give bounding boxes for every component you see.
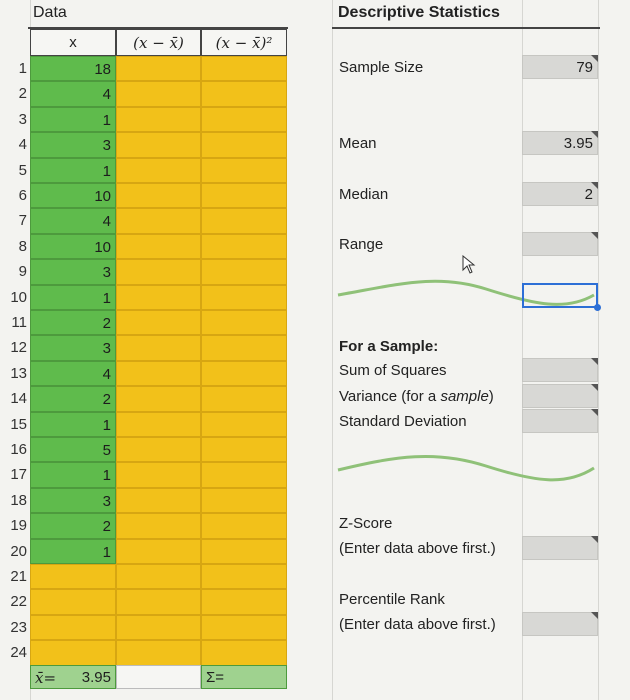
sum-of-squares-label: Sum of Squares — [339, 362, 447, 379]
percentile-value[interactable] — [522, 612, 598, 636]
std-dev-label: Standard Deviation — [339, 413, 467, 430]
deviation-cell[interactable] — [116, 285, 201, 310]
deviation-cell[interactable] — [116, 56, 201, 81]
row-number: 13 — [10, 365, 27, 382]
divider — [332, 27, 600, 29]
deviation-cell[interactable] — [116, 589, 201, 615]
x-cell[interactable]: 2 — [30, 310, 116, 335]
row-number: 16 — [10, 441, 27, 458]
deviation-cell[interactable] — [116, 361, 201, 386]
data-header: Data — [33, 4, 67, 21]
variance-suffix: ) — [488, 388, 494, 405]
selected-cell[interactable] — [522, 283, 598, 308]
x-cell[interactable]: 2 — [30, 386, 116, 412]
row-number: 17 — [10, 466, 27, 483]
row-number: 7 — [18, 212, 27, 229]
sigma-label: Σ= — [206, 669, 225, 686]
zscore-value[interactable] — [522, 536, 598, 560]
xbar-value: 3.95 — [81, 669, 111, 686]
x-cell[interactable]: 18 — [30, 56, 116, 81]
deviation-squared-cell[interactable] — [201, 158, 287, 183]
deviation-squared-cell[interactable] — [201, 513, 287, 539]
x-cell[interactable]: 1 — [30, 539, 116, 564]
row-number: 10 — [10, 289, 27, 306]
sample-size-value[interactable]: 79 — [522, 55, 598, 79]
mouse-cursor-icon — [462, 255, 478, 275]
variance-prefix: Variance (for a — [339, 388, 441, 405]
deviation-squared-cell[interactable] — [201, 285, 287, 310]
percentile-hint: (Enter data above first.) — [339, 616, 496, 633]
zscore-label: Z-Score — [339, 515, 393, 532]
x-cell[interactable]: 10 — [30, 183, 116, 208]
deviation-squared-cell[interactable] — [201, 437, 287, 462]
row-number: 6 — [18, 187, 27, 204]
x-cell[interactable]: 4 — [30, 208, 116, 234]
row-number: 2 — [18, 85, 27, 102]
median-value[interactable]: 2 — [522, 182, 598, 206]
row-number: 1 — [18, 60, 27, 77]
deviation-cell[interactable] — [116, 412, 201, 437]
row-number: 12 — [10, 339, 27, 356]
deviation-squared-cell[interactable] — [201, 488, 287, 513]
deviation-cell[interactable] — [116, 310, 201, 335]
deviation-squared-cell[interactable] — [201, 259, 287, 285]
deviation-squared-cell[interactable] — [201, 183, 287, 208]
x-cell[interactable] — [30, 640, 116, 666]
column-header-deviation[interactable]: (x − x̄) — [116, 29, 201, 56]
grid-line — [332, 0, 333, 700]
deviation-squared-cell[interactable] — [201, 589, 287, 615]
deviation-cell[interactable] — [116, 81, 201, 107]
deviation-squared-cell[interactable] — [201, 234, 287, 259]
deviation-squared-cell[interactable] — [201, 615, 287, 640]
grid-line — [522, 0, 523, 700]
deviation-cell[interactable] — [116, 107, 201, 132]
row-number: 4 — [18, 136, 27, 153]
row-number: 20 — [10, 543, 27, 560]
x-cell[interactable]: 3 — [30, 259, 116, 285]
grid-line — [598, 0, 599, 700]
deviation-squared-cell[interactable] — [201, 81, 287, 107]
deviation-cell[interactable] — [116, 488, 201, 513]
mean-label: Mean — [339, 135, 377, 152]
deviation-cell[interactable] — [116, 462, 201, 488]
row-number: 24 — [10, 644, 27, 661]
variance-emphasis: sample — [440, 388, 489, 405]
deviation-cell[interactable] — [116, 640, 201, 666]
for-sample-heading: For a Sample: — [339, 338, 439, 355]
percentile-label: Percentile Rank — [339, 591, 445, 608]
x-cell[interactable]: 2 — [30, 513, 116, 539]
x-cell[interactable]: 10 — [30, 234, 116, 259]
x-cell[interactable] — [30, 564, 116, 589]
sum-of-squares-value[interactable] — [522, 358, 598, 382]
deviation-cell[interactable] — [116, 386, 201, 412]
row-number: 3 — [18, 111, 27, 128]
row-number: 8 — [18, 238, 27, 255]
row-number: 15 — [10, 416, 27, 433]
xbar-label: x̄= — [35, 669, 57, 687]
deviation-cell[interactable] — [116, 615, 201, 640]
deviation-cell[interactable] — [116, 234, 201, 259]
x-cell[interactable]: 5 — [30, 437, 116, 462]
row-number: 14 — [10, 390, 27, 407]
deviation-squared-cell[interactable] — [201, 361, 287, 386]
row-number: 18 — [10, 492, 27, 509]
deviation-squared-cell[interactable] — [201, 462, 287, 488]
deviation-squared-cell[interactable] — [201, 208, 287, 234]
sample-size-label: Sample Size — [339, 59, 424, 76]
x-cell[interactable]: 4 — [30, 81, 116, 107]
x-cell[interactable]: 3 — [30, 132, 116, 158]
column-header-x[interactable]: x — [30, 29, 116, 56]
row-number: 21 — [10, 568, 27, 585]
std-dev-value[interactable] — [522, 409, 598, 433]
fill-handle[interactable] — [594, 304, 601, 311]
deviation-cell[interactable] — [116, 183, 201, 208]
median-label: Median — [339, 186, 389, 203]
variance-label — [339, 388, 494, 405]
x-cell[interactable] — [30, 589, 116, 615]
sum-cell[interactable] — [201, 665, 287, 689]
deviation-squared-cell[interactable] — [201, 56, 287, 81]
zscore-hint: (Enter data above first.) — [339, 540, 496, 557]
x-cell[interactable]: 1 — [30, 412, 116, 437]
deviation-squared-cell[interactable] — [201, 412, 287, 437]
x-cell[interactable]: 1 — [30, 107, 116, 132]
row-number: 19 — [10, 517, 27, 534]
x-cell[interactable] — [30, 615, 116, 640]
mean-cell[interactable] — [30, 665, 116, 689]
range-label: Range — [339, 236, 384, 253]
deviation-cell[interactable] — [116, 539, 201, 564]
deviation-squared-cell[interactable] — [201, 539, 287, 564]
deviation-cell[interactable] — [116, 564, 201, 589]
x-cell[interactable]: 1 — [30, 285, 116, 310]
deviation-cell[interactable] — [116, 259, 201, 285]
row-number: 11 — [11, 314, 27, 331]
variance-value[interactable] — [522, 384, 598, 408]
deviation-cell[interactable] — [116, 513, 201, 539]
deviation-squared-cell[interactable] — [201, 107, 287, 132]
stats-header: Descriptive Statistics — [338, 4, 500, 21]
deviation-squared-cell[interactable] — [201, 564, 287, 589]
range-value[interactable] — [522, 232, 598, 256]
deviation-squared-cell[interactable] — [201, 386, 287, 412]
empty-cell[interactable] — [116, 665, 201, 689]
wave-divider — [336, 450, 596, 490]
row-number: 22 — [10, 593, 27, 610]
deviation-cell[interactable] — [116, 335, 201, 361]
deviation-squared-cell[interactable] — [201, 335, 287, 361]
deviation-cell[interactable] — [116, 208, 201, 234]
deviation-squared-cell[interactable] — [201, 310, 287, 335]
deviation-cell[interactable] — [116, 437, 201, 462]
column-header-deviation-squared[interactable]: (x − x̄)² — [201, 29, 287, 56]
deviation-cell[interactable] — [116, 132, 201, 158]
x-cell[interactable]: 3 — [30, 488, 116, 513]
deviation-squared-cell[interactable] — [201, 132, 287, 158]
row-number: 5 — [18, 162, 27, 179]
x-cell[interactable]: 1 — [30, 462, 116, 488]
deviation-cell[interactable] — [116, 158, 201, 183]
deviation-squared-cell[interactable] — [201, 640, 287, 666]
row-number: 9 — [18, 263, 27, 280]
x-cell[interactable]: 4 — [30, 361, 116, 386]
x-cell[interactable]: 3 — [30, 335, 116, 361]
mean-value[interactable]: 3.95 — [522, 131, 598, 155]
row-number: 23 — [10, 619, 27, 636]
x-cell[interactable]: 1 — [30, 158, 116, 183]
